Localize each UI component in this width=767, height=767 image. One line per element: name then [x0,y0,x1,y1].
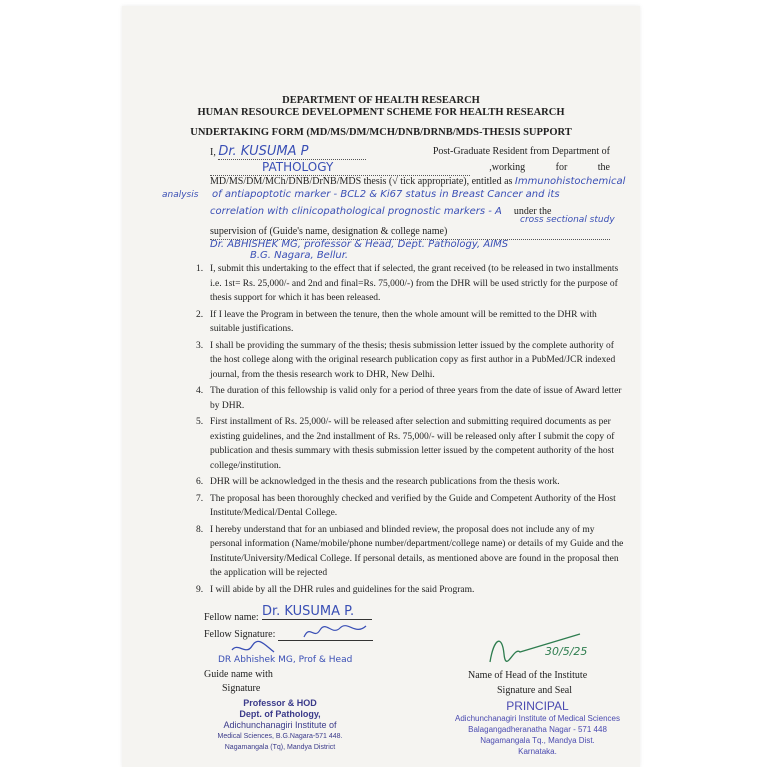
resident-name: Dr. KUSUMA P [218,144,366,160]
head-signature-date: 30/5/25 [545,645,588,658]
post-grad-text: Post-Graduate Resident from Department of [432,146,610,157]
guide-details-1: Dr. ABHISHEK MG, professor & Head, Dept. Pathology, AIMS [210,239,509,250]
stamp-line: PRINCIPAL [506,699,569,713]
stamp-line: Nagamangala (Tq), Mandya District [224,744,336,751]
thesis-title-4: cross sectional study [520,215,615,225]
stamp-line: Medical Sciences, B.G.Nagara-571 448. [217,733,343,740]
intro-line5 [210,203,551,219]
stamp-line: Adichunchanagiri Institute of Medical Sciences [455,714,620,723]
intro-i: I, [210,147,216,158]
undertaking-item-1 [196,262,625,306]
item-text: I shall be providing the summary of the thesis; thesis submission letter issued by the complete authority of the host college along with the original research publication copy as first author in a PubMed/JCR indexed journal, from the thesis research work to DHR, New Delhi. [210,340,616,380]
item-number: 5. [196,417,204,427]
undertaking-item-4 [196,384,625,413]
fellow-signature-label: Fellow Signature: [204,629,276,640]
thesis-title-1: Immunohistochemical [514,176,626,187]
undertaking-item-8 [196,523,625,581]
under-text: under the [513,206,552,217]
undertaking-item-7 [196,492,625,521]
item-text: I will abide by all the DHR rules and guidelines for the said Program. [210,584,475,595]
item-number: 1. [196,264,204,274]
intro-line1 [210,144,610,160]
department-name: PATHOLOGY [210,160,470,176]
stamp-line: Karnataka. [518,747,557,756]
guide-name-label: Guide name with [204,669,273,680]
item-text: I, submit this undertaking to the effect that if selected, the grant received (to be released in two installments i.e. 1st= Rs. 25,000/- and 2nd and final=Rs. 75,000/-) from the DHR will be used strictly for the purpose of thesis support for which it has been released. [210,264,619,303]
item-text: The duration of this fellowship is valid only for a period of three years from the date of issue of Award letter by DHR. [210,386,622,411]
item-text: DHR will be acknowledged in the thesis and the research publications from the thesis work. [210,477,560,487]
item-text: I hereby understand that for an unbiased and blinded review, the proposal does not include any of my personal information (Name/mobile/phone number/department/college name) or details of my Guide and the Institute/University/Medical College. If personal details, as mentioned above are found in the proposal then the application will be rejected [210,524,624,578]
stamp-line: Balagangadheranatha Nagar - 571 448 [468,725,607,734]
supervision-text: supervision of (Guide's name, designation & college name) [210,224,610,240]
header-line2: HUMAN RESOURCE DEVELOPMENT SCHEME FOR HEALTH RESEARCH [197,107,565,118]
item-text: The proposal has been thoroughly checked and verified by the Guide and Competent Authority of the Host Institute/Medical/Dental College. [210,493,616,518]
item-number: 9. [196,584,204,595]
item-number: 3. [196,340,204,351]
item-number: 8. [196,524,204,535]
item-number: 2. [196,309,204,320]
guide-details-2: B.G. Nagara, Bellur. [250,250,349,261]
principal-stamp [440,700,635,757]
head-name-label: Name of Head of the Institute [468,670,588,681]
stamp-line: Professor & HOD [243,698,317,708]
undertaking-list [196,262,625,599]
thesis-title-2: of antiapoptotic marker - BCL2 & Ki67 status in Breast Cancer and its [212,189,560,200]
stamp-line: Nagamangala Tq., Mandya Dist. [480,736,595,745]
undertaking-item-2 [196,308,625,337]
item-text: If I leave the Program in between the tenure, then the whole amount will be remitted to the DHR with suitable justifications. [210,309,597,334]
guide-stamp [200,698,360,753]
working-text: ,working for the [489,162,610,173]
form-title: UNDERTAKING FORM (MD/MS/DM/MCH/DNB/DRNB/MDS-THESIS SUPPORT [190,127,572,138]
guide-signature-label: Signature [222,683,261,694]
item-text: First installment of Rs. 25,000/- will be released after selection and submitting required documents as per existing guidelines, and the 2nd installment of Rs. 75,000/- will be released only after I submit the copy of publication and thesis summary with thesis submission letter issued by the competent authority of the host college/institution. [210,417,615,471]
undertaking-item-5 [196,415,625,473]
thesis-title-margin: analysis [162,190,199,200]
stamp-line: Adichunchanagiri Institute of [223,720,337,730]
fellow-name: Dr. KUSUMA P. [262,604,372,620]
head-signature-label: Signature and Seal [497,685,572,696]
stamp-line: Dept. of Pathology, [239,709,321,719]
degrees-text: MD/MS/DM/MCh/DNB/DrNB/MDS thesis (√ tick appropriate), entitled as [210,176,513,187]
thesis-title-3: correlation with clinicopathological prognostic markers - A [210,206,502,217]
intro-line3 [210,174,625,189]
undertaking-item-9 [196,583,625,598]
item-number: 6. [196,477,204,487]
undertaking-item-3 [196,339,625,383]
undertaking-item-6 [196,475,625,490]
fellow-name-label: Fellow name: [204,612,259,623]
header-line1: DEPARTMENT OF HEALTH RESEARCH [282,95,480,106]
item-number: 4. [196,386,204,396]
guide-signature [228,640,278,656]
guide-handwritten-name: DR Abhishek MG, Prof & Head [218,655,353,665]
item-number: 7. [196,493,204,504]
fellow-signature [300,622,370,642]
